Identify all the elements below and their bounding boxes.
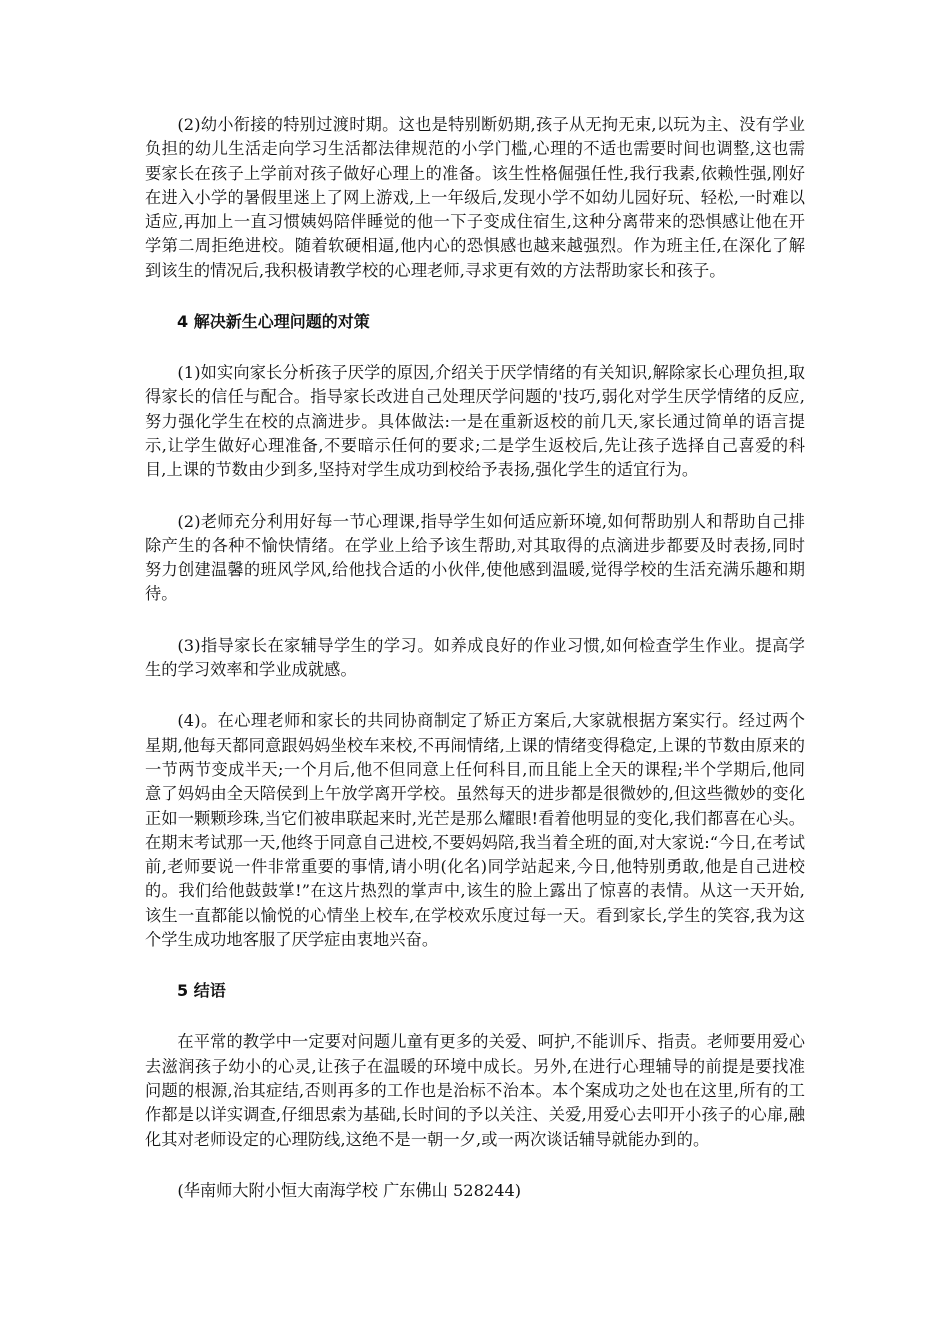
paragraph-strategy-2: (2)老师充分利用好每一节心理课,指导学生如何适应新环境,如何帮助别人和帮助自己排除产生的各种不愉快情绪。在学业上给予该生帮助,对其取得的点滴进步都要及时表扬,同时努力创建温馨的班风学风,给他找合适的小伙伴,使他感到温暖,觉得学校的生活充满乐趣和期待。 [145, 511, 805, 604]
paragraph-strategy-4: (4)。在心理老师和家长的共同协商制定了矫正方案后,大家就根据方案实行。经过两个星期,他每天都同意跟妈妈坐校车来校,不再闹情绪,上课的情绪变得稳定,上课的节数由原来的一节两节变成半天;一个月后,他不但同意上任何科目,而且能上全天的课程;半个学期后,他同意了妈妈由全天陪侯到上午放学离开学校。虽然每天的进步都是很微妙的,但这些微妙的变化正如一颗颗珍珠,当它们被串联起来时,光芒是那么耀眼!看着他明显的变化,我们都喜在心头。在期末考试那一天,他终于同意自己进校,不要妈妈陪,我当着全班的面,对大家说:“今日,在考试前,老师要说一件非常重要的事情,请小明(化名)同学站起来,今日,他特别勇敢,他是自己进校的。我们给他鼓鼓掌!”在这片热烈的掌声中,该生的脸上露出了惊喜的表情。从这一天开始,该生一直都能以愉悦的心情坐上校车,在学校欢乐度过每一天。看到家长,学生的笑容,我为这个学生成功地客服了厌学症由衷地兴奋。 [145, 711, 805, 950]
document-page [145, 113, 805, 1203]
paragraph-conclusion: 在平常的教学中一定要对问题儿童有更多的关爱、呵护,不能训斥、指责。老师要用爱心去滋润孩子幼小的心灵,让孩子在温暖的环境中成长。另外,在进行心理辅导的前提是要找准问题的根源,治其症结,否则再多的工作也是治标不治本。本个案成功之处也在这里,所有的工作都是以详实调查,仔细思索为基础,长时间的予以关注、关爱,用爱心去叩开小孩子的心扉,融化其对老师设定的心理防线,这绝不是一朝一夕,或一两次谈话辅导就能办到的。 [145, 1032, 805, 1149]
section-heading-4: 4 解决新生心理问题的对策 [177, 312, 370, 332]
paragraph-transition-period: (2)幼小衔接的特别过渡时期。这也是特别断奶期,孩子从无拘无束,以玩为主、没有学业负担的幼儿生活走向学习生活都法律规范的小学门槛,心理的不适也需要时间也调整,这也需要家长在孩子上学前对孩子做好心理上的准备。该生性格倔强任性,我行我素,依赖性强,刚好在进入小学的暑假里迷上了网上游戏,上一年级后,发现小学不如幼儿园好玩、轻松,一时难以适应,再加上一直习惯姨妈陪伴睡觉的他一下子变成住宿生,这种分离带来的恐惧感让他在开学第二周拒绝进校。随着软硬相逼,他内心的恐惧感也越来越强烈。作为班主任,在深化了解到该生的情况后,我积极请教学校的心理老师,寻求更有效的方法帮助家长和孩子。 [145, 115, 805, 280]
paragraph-strategy-1: (1)如实向家长分析孩子厌学的原因,介绍关于厌学情绪的有关知识,解除家长心理负担,取得家长的信任与配合。指导家长改进自己处理厌学问题的'技巧,弱化对学生厌学情绪的反应,努力强化学生在校的点滴进步。具体做法:一是在重新返校的前几天,家长通过简单的语言提示,让学生做好心理准备,不要暗示任何的要求;二是学生返校后,先让孩子选择自己喜爱的科目,上课的节数由少到多,坚持对学生成功到校给予表扬,强化学生的适宜行为。 [145, 363, 805, 480]
paragraph-strategy-3: (3)指导家长在家辅导学生的学习。如养成良好的作业习惯,如何检查学生作业。提高学生的学习效率和学业成就感。 [145, 635, 805, 680]
author-affiliation: (华南师大附小恒大南海学校 广东佛山 528244) [177, 1180, 522, 1200]
section-heading-5: 5 结语 [177, 981, 226, 1001]
